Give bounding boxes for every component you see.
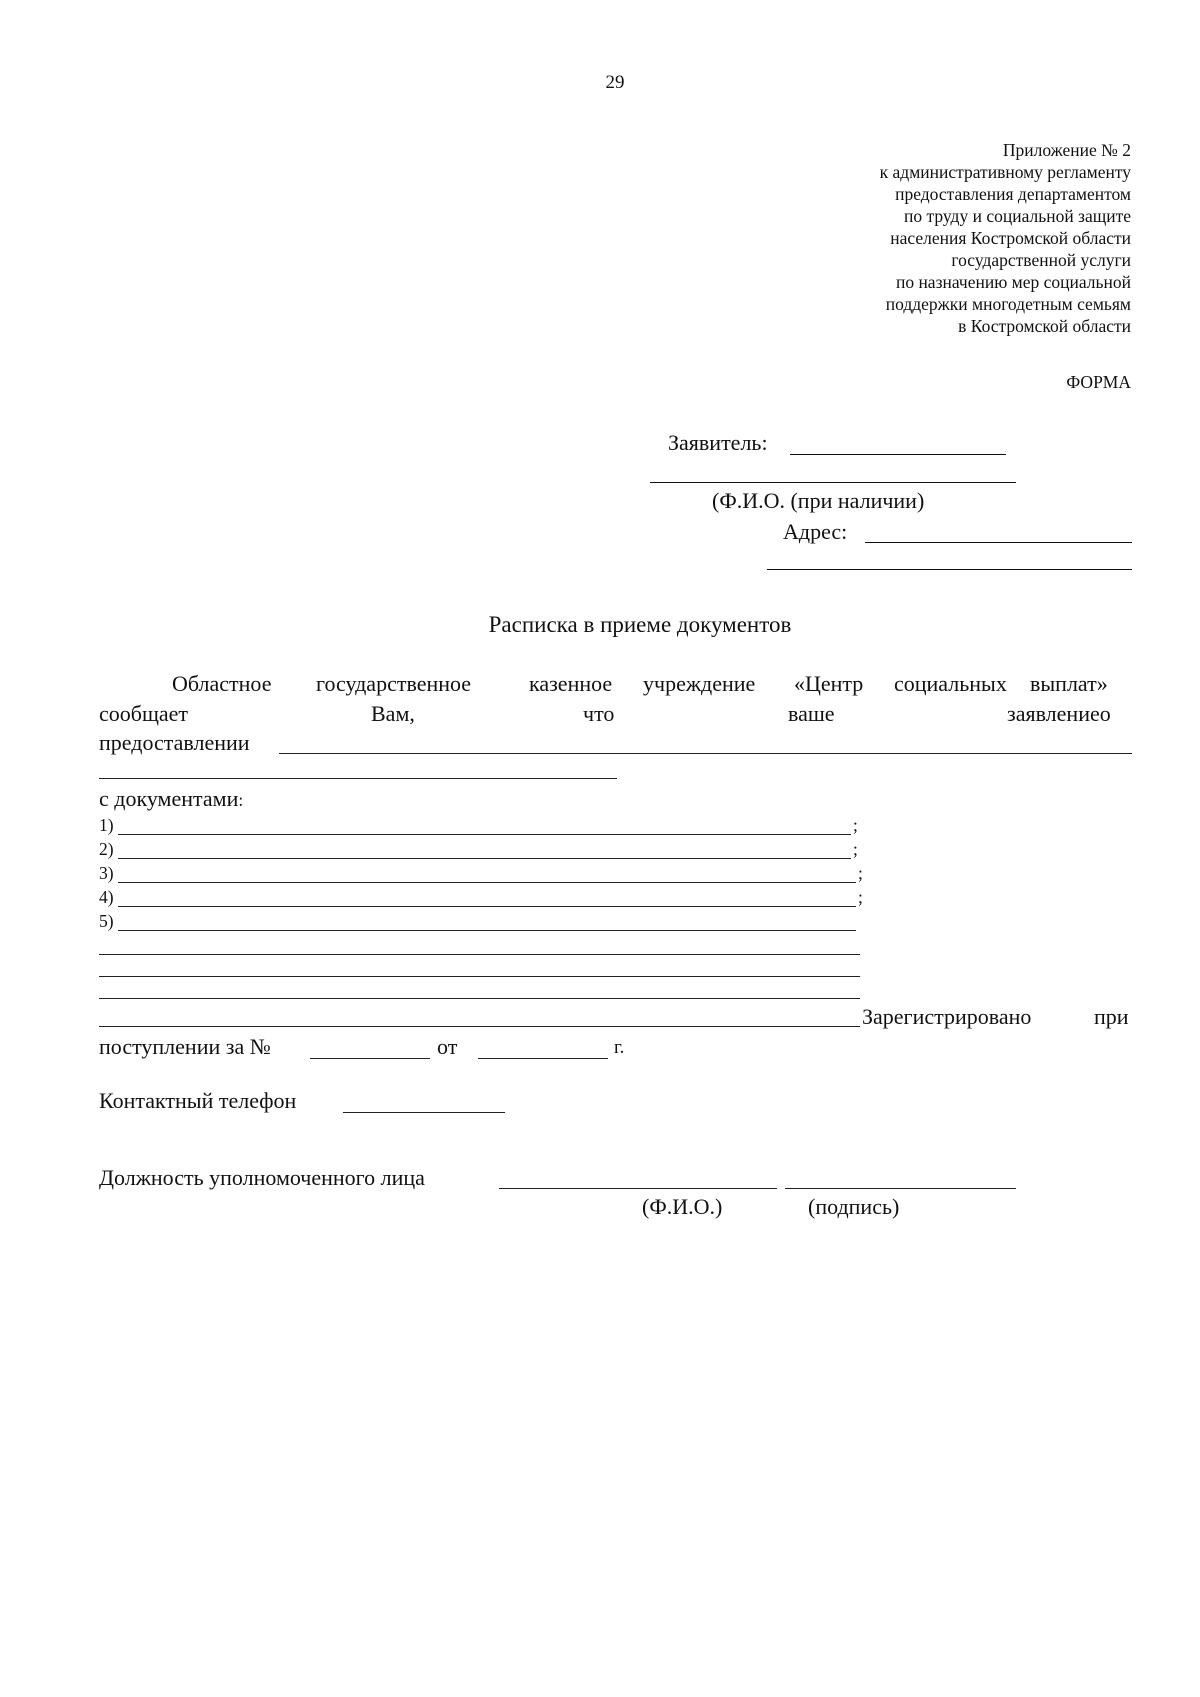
appendix-line: к административному регламенту (879, 162, 1131, 182)
document-item-number: 4) (99, 887, 114, 907)
document-item-line[interactable] (118, 906, 856, 907)
registration-date-line[interactable] (478, 1058, 608, 1059)
body-word: выплат» (1030, 671, 1108, 696)
body-word: казенное (529, 671, 613, 696)
fio-caption: (Ф.И.О. (при наличии) (712, 488, 925, 513)
appendix-line: поддержки многодетным семьям (885, 294, 1131, 314)
body-word: Вам, (371, 701, 415, 726)
document-item-number: 2) (99, 839, 114, 859)
body-word: что (583, 701, 615, 726)
semicolon: ; (853, 839, 858, 859)
document-item-line[interactable] (118, 858, 851, 859)
semicolon: ; (853, 815, 858, 835)
document-item-number: 5) (99, 911, 114, 931)
registered-word: при (1094, 1004, 1129, 1029)
semicolon: ; (858, 863, 863, 883)
contact-phone-label: Контактный телефон (99, 1088, 297, 1113)
signature-caption: (подпись) (808, 1194, 900, 1219)
document-extra-line[interactable] (99, 954, 860, 955)
body-word: Областное (172, 671, 272, 696)
received-number-label: поступлении за № (99, 1034, 271, 1059)
appendix-line: предоставления департаментом (895, 184, 1131, 204)
service-line-2[interactable] (99, 778, 617, 779)
document-item-number: 1) (99, 815, 114, 835)
body-word: ваше (788, 701, 835, 726)
form-label: ФОРМА (1066, 372, 1131, 392)
semicolon: ; (858, 887, 863, 907)
authorized-person-label: Должность уполномоченного лица (99, 1165, 425, 1190)
with-documents-label: с документами: (99, 786, 244, 811)
document-extra-line[interactable] (99, 976, 860, 977)
document-extra-line[interactable] (99, 1026, 860, 1027)
contact-phone-line[interactable] (343, 1112, 505, 1113)
address-line[interactable] (865, 542, 1132, 543)
applicant-name-line[interactable] (790, 454, 1006, 455)
body-word: сообщает (99, 701, 189, 726)
applicant-label: Заявитель: (668, 430, 768, 455)
registration-number-line[interactable] (310, 1058, 430, 1059)
authorized-signature-line[interactable] (785, 1188, 1016, 1189)
registered-word: Зарегистрировано (862, 1004, 1032, 1029)
appendix-line: Приложение № 2 (1002, 140, 1131, 160)
body-word: государственное (316, 671, 472, 696)
body-word: учреждение (643, 671, 756, 696)
fio-caption: (Ф.И.О.) (642, 1194, 723, 1219)
address-line-2[interactable] (767, 569, 1132, 570)
appendix-line: в Костромской области (958, 316, 1131, 336)
appendix-line: по труду и социальной защите (904, 206, 1131, 226)
document-extra-line[interactable] (99, 998, 860, 999)
body-word: предоставлении (99, 730, 250, 755)
page-number: 29 (605, 72, 625, 93)
service-line[interactable] (279, 753, 1132, 754)
applicant-name-line-2[interactable] (650, 482, 1016, 483)
document-item-line[interactable] (118, 834, 851, 835)
body-word: «Центр (794, 671, 864, 696)
document-item-line[interactable] (118, 882, 856, 883)
document-item-number: 3) (99, 863, 114, 883)
body-word: социальных (894, 671, 1007, 696)
document-title: Расписка в приеме документов (488, 612, 792, 637)
appendix-line: населения Костромской области (890, 228, 1131, 248)
authorized-fio-line[interactable] (499, 1188, 777, 1189)
appendix-line: по назначению мер социальной (895, 272, 1131, 292)
appendix-line: государственной услуги (951, 250, 1131, 270)
appendix-header (880, 139, 1131, 337)
document-item-line[interactable] (118, 930, 856, 931)
body-word: заявлениео (1007, 701, 1111, 726)
from-label: от (437, 1034, 458, 1059)
address-label: Адрес: (783, 519, 848, 544)
year-label: г. (614, 1037, 625, 1058)
